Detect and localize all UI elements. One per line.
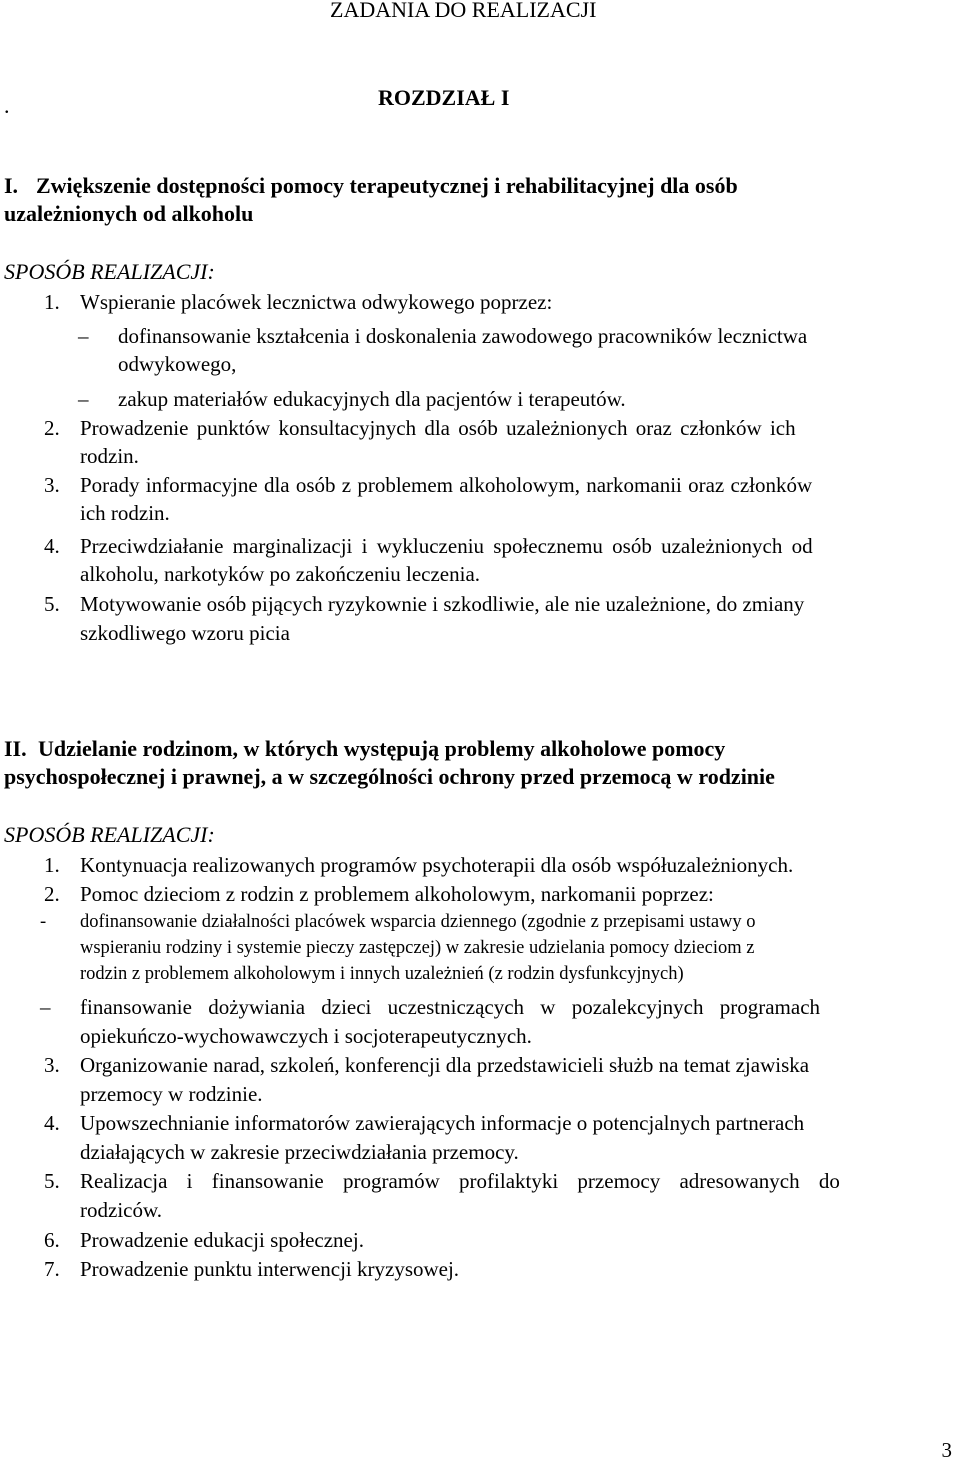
s1-item1-sub1-bullet: – [78,324,89,348]
s2-item4-line1: Upowszechnianie informatorów zawierających informacje o potencjalnych partnerach [80,1111,805,1135]
section-2-method-label: SPOSÓB REALIZACJI: [4,822,215,847]
s2-item6-line1: Prowadzenie edukacji społecznej. [80,1228,364,1252]
s2-item6-number: 6. [44,1228,60,1252]
s1-item5-line2: szkodliwego wzoru picia [80,621,290,645]
s1-item1-sub2-line1: zakup materiałów edukacyjnych dla pacjentów i terapeutów. [118,387,626,411]
section-1-title-line2: uzależnionych od alkoholu [4,201,254,226]
s1-item1-sub2-bullet: – [78,387,89,411]
s2-item5-line1: Realizacja i finansowanie programów profilaktyki przemocy adresowanych do [80,1169,840,1193]
s2-item3-line2: przemocy w rodzinie. [80,1082,263,1106]
s2-item7-number: 7. [44,1257,60,1281]
s2-item2-sub2-line2: opiekuńczo-wychowawczych i socjoterapeutycznych. [80,1024,532,1048]
s2-item5-line2: rodziców. [80,1198,163,1222]
s1-item2-line2: rodzin. [80,444,139,468]
s2-item2-sub1-line1: dofinansowanie działalności placówek wsparcia dziennego (zgodnie z przepisami ustawy o [80,912,756,932]
s2-item2-sub1-line3: rodzin z problemem alkoholowym i innych uzależnień (z rodzin dysfunkcyjnych) [80,964,684,984]
s2-item3-number: 3. [44,1053,60,1077]
s1-item1-sub1-line1: dofinansowanie kształcenia i doskonalenia zawodowego pracowników lecznictwa [118,324,808,348]
s1-item2-number: 2. [44,416,60,440]
s1-item3-line2: ich rodzin. [80,501,170,525]
s2-item2-text: Pomoc dzieciom z rodzin z problemem alkoholowym, narkomanii poprzez: [80,882,714,906]
chapter-heading: ROZDZIAŁ I [378,85,510,110]
section-2-title-line1: Udzielanie rodzinom, w których występują problemy alkoholowe pomocy [38,736,726,761]
s1-item1-text: Wspieranie placówek lecznictwa odwykowego poprzez: [80,290,553,314]
page-number: 3 [941,1438,952,1462]
section-1-title-line1: Zwiększenie dostępności pomocy terapeutycznej i rehabilitacyjnej dla osób [36,173,738,198]
s2-item2-sub1-line2: wspieraniu rodziny i systemie pieczy zastępczej) w zakresie udzielania pomocy dzieciom z [80,938,755,958]
s1-item1-number: 1. [44,290,60,314]
s1-item2-line1: Prowadzenie punktów konsultacyjnych dla osób uzależnionych oraz członków ich [80,416,796,440]
s2-item2-sub1-bullet: - [40,912,47,932]
s2-item4-line2: działających w zakresie przeciwdziałania przemocy. [80,1140,519,1164]
s2-item2-number: 2. [44,882,60,906]
s1-item1-sub1-line2: odwykowego, [118,352,237,376]
s2-item4-number: 4. [44,1111,60,1135]
s1-item4-line1: Przeciwdziałanie marginalizacji i wykluczeniu społecznemu osób uzależnionych od [80,534,813,558]
stray-dot: . [4,93,10,118]
s2-item5-number: 5. [44,1169,60,1193]
s1-item3-line1: Porady informacyjne dla osób z problemem alkoholowym, narkomanii oraz członków [80,473,813,497]
s2-item1-text: Kontynuacja realizowanych programów psychoterapii dla osób współuzależnionych. [80,853,794,877]
section-2-roman: II. [4,736,27,761]
section-1-method-label: SPOSÓB REALIZACJI: [4,259,215,284]
s2-item2-sub2-line1: finansowanie dożywiania dzieci uczestniczących w pozalekcyjnych programach [80,995,821,1019]
s1-item3-number: 3. [44,473,60,497]
s1-item5-number: 5. [44,592,60,616]
section-1-roman: I. [4,173,19,198]
s1-item4-line2: alkoholu, narkotyków po zakończeniu leczenia. [80,562,481,586]
s2-item2-sub2-bullet: – [40,995,51,1019]
s1-item4-number: 4. [44,534,60,558]
s1-item5-line1: Motywowanie osób pijących ryzykownie i szkodliwie, ale nie uzależnione, do zmiany [80,592,805,616]
section-2-title-line2: psychospołecznej i prawnej, a w szczególności ochrony przed przemocą w rodzinie [4,764,775,789]
document-title: ZADANIA DO REALIZACJI [330,0,597,22]
s2-item7-line1: Prowadzenie punktu interwencji kryzysowej. [80,1257,460,1281]
s2-item3-line1: Organizowanie narad, szkoleń, konferencji dla przedstawicieli służb na temat zjawiska [80,1053,810,1077]
s2-item1-number: 1. [44,853,60,877]
